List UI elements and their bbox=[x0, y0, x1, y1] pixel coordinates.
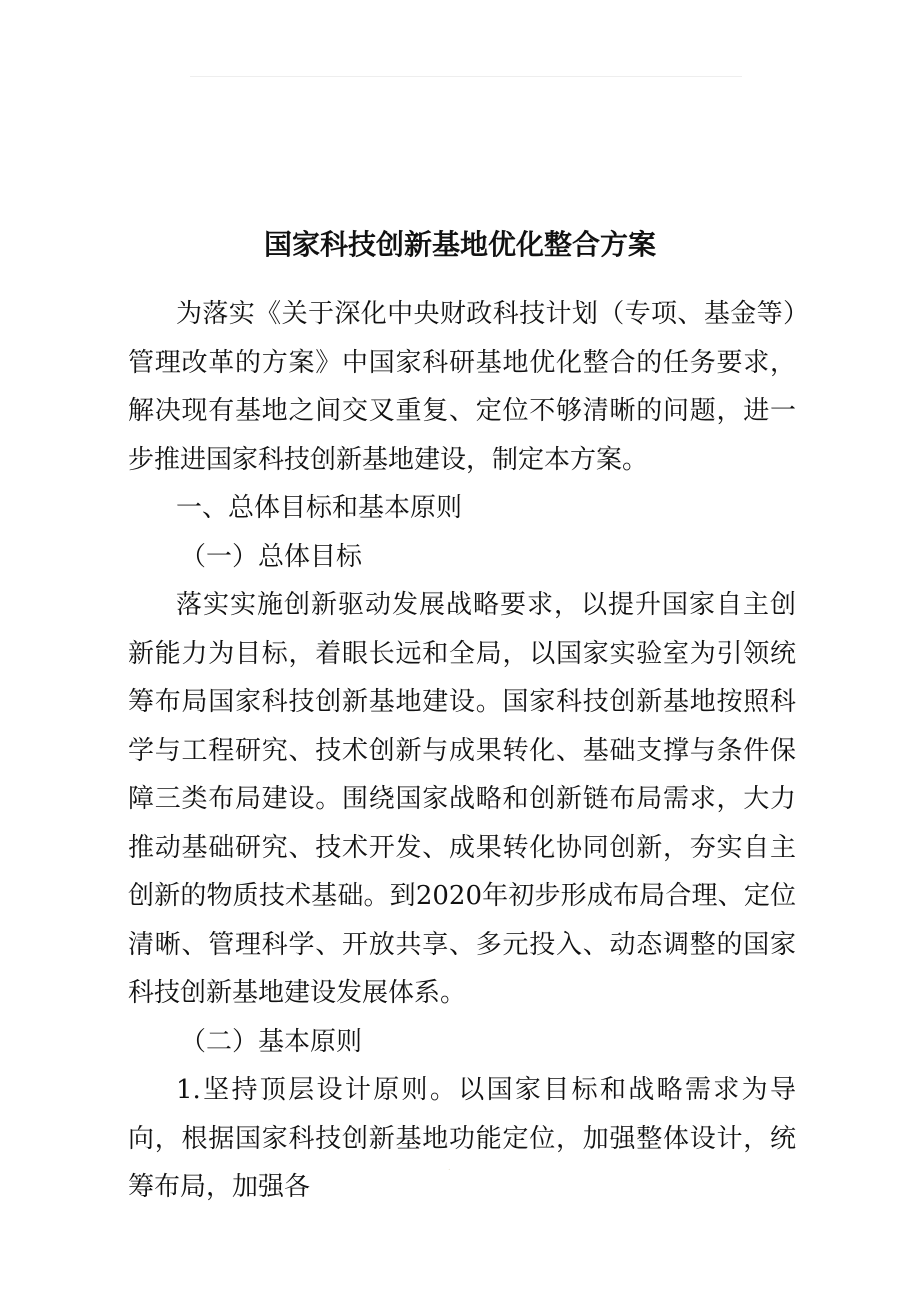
paragraph-intro: 为落实《关于深化中央财政科技计划（专项、基金等）管理改革的方案》中国家科研基地优化整合的任务要求，解决现有基地之间交叉重复、定位不够清晰的问题，进一步推进国家科技创新基地建设，制定本方案。 bbox=[128, 299, 796, 475]
footer-watermark: . bbox=[448, 1163, 451, 1172]
document-body bbox=[128, 290, 796, 1212]
subsection-heading-overall-goal: （一）总体目标 bbox=[180, 541, 363, 572]
document-title: 国家科技创新基地优化整合方案 bbox=[263, 227, 656, 261]
paragraph-overall-goal: 落实实施创新驱动发展战略要求，以提升国家自主创新能力为目标，着眼长远和全局，以国家实验室为引领统筹布局国家科技创新基地建设。国家科技创新基地按照科学与工程研究、技术创新与成果转化、基础支撑与条件保障三类布局建设。围绕国家战略和创新链布局需求，大力推动基础研究、技术开发、成果转化协同创新，夯实自主创新的物质技术基础。到2020年初步形成布局合理、定位清晰、管理科学、开放共享、多元投入、动态调整的国家科技创新基地建设发展体系。 bbox=[128, 590, 796, 1008]
paragraph-principle-1: 1.坚持顶层设计原则。以国家目标和战略需求为导向，根据国家科技创新基地功能定位，加强整体设计，统筹布局，加强各 bbox=[128, 1075, 796, 1202]
subsection-heading-basic-principles: （二）基本原则 bbox=[180, 1026, 363, 1057]
section-heading-1: 一、总体目标和基本原则 bbox=[176, 493, 463, 523]
header-rule bbox=[190, 76, 742, 77]
